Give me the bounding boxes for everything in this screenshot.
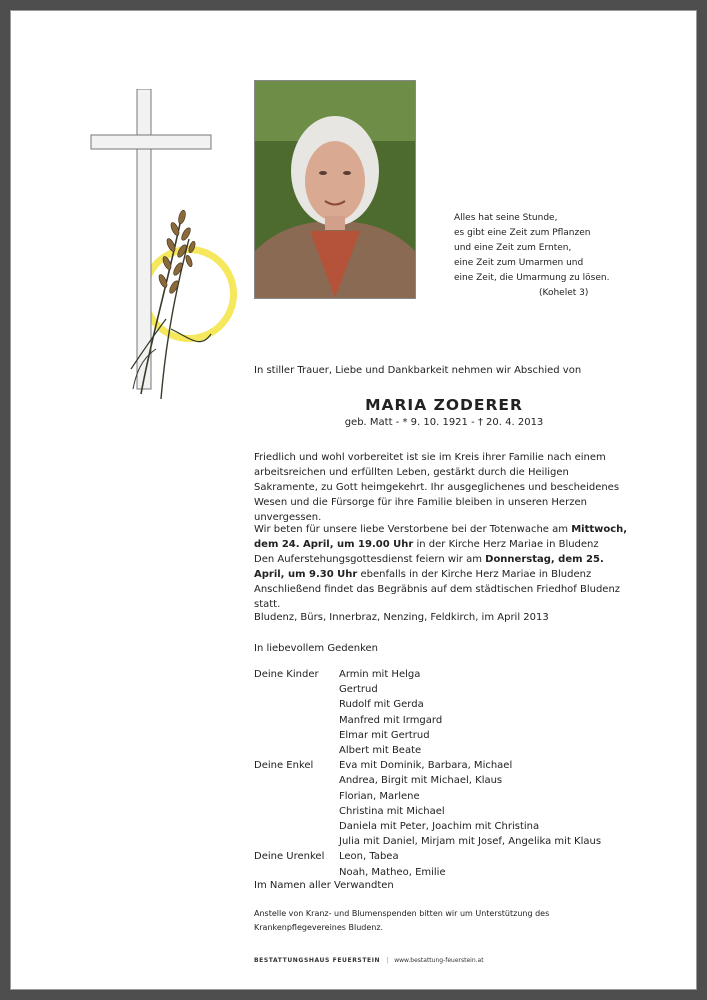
vigil-date: Mittwoch, dem 24. April, um 19.00 Uhr [254, 524, 628, 550]
place-date: Bludenz, Bürs, Innerbraz, Nenzing, Feldkirch, im April 2013 [254, 612, 549, 623]
family-group-label: Deine Urenkel [254, 851, 325, 863]
family-group-great-grandchildren [254, 849, 654, 879]
portrait-photo [254, 80, 416, 299]
footer [254, 957, 484, 964]
family-member: Christina mit Michael [339, 805, 445, 817]
family-member: Armin mit Helga [339, 669, 421, 680]
intro-text: In stiller Trauer, Liebe und Dankbarkeit nehmen wir Abschied von [254, 365, 582, 376]
remembrance-line: In liebevollem Gedenken [254, 643, 379, 654]
family-member: Julia mit Daniel, Mirjam mit Josef, Angelika mit Klaus [339, 836, 602, 848]
family-member: Noah, Matheo, Emilie [339, 866, 446, 878]
quote-line: eine Zeit, die Umarmung zu lösen. [454, 273, 610, 283]
quote-line: es gibt eine Zeit zum Pflanzen [454, 228, 591, 238]
deceased-name: MARIA ZODERER [365, 396, 523, 414]
family-member: Leon, Tabea [339, 851, 399, 863]
family-member: Elmar mit Gertrud [339, 729, 430, 741]
family-member: Florian, Marlene [339, 790, 420, 802]
closing-line: Im Namen aller Verwandten [254, 880, 394, 891]
family-member: Andrea, Birgit mit Michael, Klaus [339, 775, 503, 787]
footer-separator: | [386, 957, 389, 964]
quote-line: und eine Zeit zum Ernten, [454, 243, 572, 253]
quote-line: eine Zeit zum Umarmen und [454, 258, 584, 268]
obituary-page [10, 10, 697, 990]
family-member: Manfred mit Irmgard [339, 714, 443, 726]
funeral-home-name: BESTATTUNGSHAUS FEUERSTEIN [254, 957, 381, 964]
family-member: Gertrud [339, 684, 378, 696]
birth-death-dates: geb. Matt - * 9. 10. 1921 - † 20. 4. 2013 [344, 417, 544, 428]
family-group-label: Deine Enkel [254, 760, 314, 772]
donation-note: Anstelle von Kranz- und Blumenspenden bitten wir um Unterstützung des Krankenpflegevereines Bludenz. [254, 909, 550, 932]
life-paragraph: Friedlich und wohl vorbereitet ist sie im Kreis ihrer Familie nach einem arbeitsreichen und erfüllten Leben, gestärkt durch die Heiligen Sakramente, zu Gott heimgekehrt. Ihr ausgeglichenes und bescheidenes Wesen und die Fürsorge für ihre Familie bleiben in unseren Herzen unvergessen. [254, 452, 620, 523]
cross-with-wheat-illustration [71, 89, 261, 419]
funeral-home-url[interactable]: www.bestattung-feuerstein.at [394, 957, 484, 964]
service-paragraph [254, 522, 634, 612]
family-group-grandchildren [254, 758, 654, 849]
family-member: Albert mit Beate [339, 745, 422, 757]
family-member: Rudolf mit Gerda [339, 699, 424, 711]
family-list [254, 667, 654, 880]
quote-line: Alles hat seine Stunde, [454, 213, 558, 223]
family-group-label: Deine Kinder [254, 669, 319, 680]
family-member: Daniela mit Peter, Joachim mit Christina [339, 821, 540, 833]
service-text: Den Auferstehungsgottesdienst feiern wir am [254, 554, 486, 565]
funeral-date: Donnerstag, dem 25. April, um 9.30 Uhr [254, 554, 604, 580]
family-member: Eva mit Dominik, Barbara, Michael [339, 760, 513, 772]
bible-quote [454, 211, 654, 301]
quote-reference: (Kohelet 3) [539, 288, 589, 298]
family-group-children [254, 667, 654, 758]
service-text: ebenfalls in der Kirche Herz Mariae in Bludenz Anschließend findet das Begräbnis auf dem städtischen Friedhof Bludenz statt. [254, 569, 621, 610]
service-text: in der Kirche Herz Mariae in Bludenz [413, 539, 599, 550]
service-text: Wir beten für unsere liebe Verstorbene bei der Totenwache am [254, 524, 572, 535]
